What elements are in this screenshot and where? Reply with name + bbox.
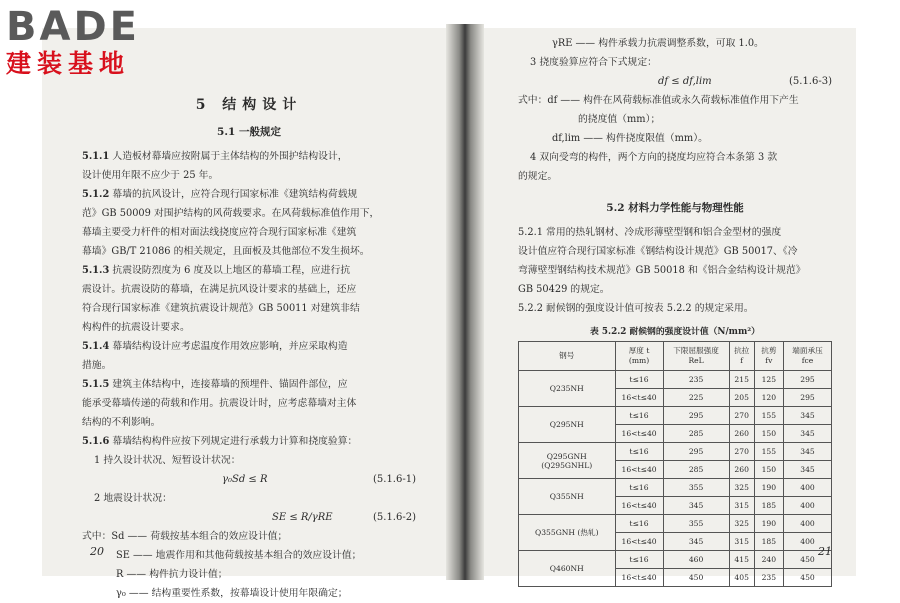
table-cell: 405 — [729, 569, 754, 587]
table-cell: t≤16 — [615, 443, 663, 461]
formula-5-1-6-1 — [82, 470, 416, 489]
clause-text: 幕墙结构构件应按下列规定进行承载力计算和挠度验算： — [112, 436, 358, 447]
table-row — [519, 515, 832, 533]
clause-text: 幕墙主要受力杆件的相对面法线挠度应符合现行国家标准《建筑 — [82, 227, 357, 238]
table-cell: 16<t≤40 — [615, 461, 663, 479]
table-row — [519, 371, 832, 389]
grade-cell: Q355GNH (热轧) — [519, 515, 616, 551]
clause-line — [82, 337, 416, 356]
table-cell: 190 — [754, 479, 783, 497]
table-cell: 400 — [783, 533, 831, 551]
formula-expression: γ₀Sd ≤ R — [222, 474, 268, 485]
table-cell: t≤16 — [615, 479, 663, 497]
formula-5-1-6-3 — [518, 72, 832, 91]
table-cell: 235 — [754, 569, 783, 587]
clause-line — [82, 147, 416, 166]
clause-line — [82, 356, 416, 375]
table-cell: 400 — [783, 479, 831, 497]
grade-cell: Q235NH — [519, 371, 616, 407]
logo-subtitle: 建装基地 — [6, 49, 131, 78]
clause-text: 幕墙的抗风设计，应符合现行国家标准《建筑结构荷载规 — [112, 189, 358, 200]
clause-number: 5.1.6 — [82, 436, 110, 447]
grade-cell: Q355NH — [519, 479, 616, 515]
formula-number: (5.1.6-1) — [373, 474, 416, 485]
table-cell: 345 — [663, 533, 729, 551]
formula-expression: df ≤ df,lim — [658, 76, 712, 87]
page-number-right: 21 — [818, 545, 832, 558]
table-cell: 185 — [754, 533, 783, 551]
table-cell: 155 — [754, 443, 783, 461]
clause-text: 符合现行国家标准《建筑抗震设计规范》GB 50011 对建筑非结 — [82, 303, 360, 314]
definition-sd: 式中：Sd —— 荷载按基本组合的效应设计值； — [82, 531, 288, 542]
clause-line — [82, 318, 416, 337]
clause-text: 范》GB 50009 对围护结构的风荷载要求。在风荷载标准值作用下， — [82, 208, 380, 219]
item-4-cont: 的规定。 — [518, 171, 558, 182]
clause-5-2-1-l4: GB 50429 的规定。 — [518, 284, 610, 295]
table-cell: 355 — [663, 515, 729, 533]
table-cell: 345 — [783, 425, 831, 443]
clause-text: 震设计。抗震设防的幕墙，在满足抗风设计要求的基础上，还应 — [82, 284, 357, 295]
table-cell: 325 — [729, 515, 754, 533]
table-cell: 150 — [754, 425, 783, 443]
clause-number: 5.1.3 — [82, 265, 110, 276]
clause-text: 人造板材幕墙应按附属于主体结构的外围护结构设计， — [112, 151, 348, 162]
table-cell: 285 — [663, 425, 729, 443]
header-tension: 抗拉 f — [729, 342, 754, 371]
clause-line — [82, 204, 416, 223]
table-cell: 215 — [729, 371, 754, 389]
clause-text: 构构件的抗震设计要求。 — [82, 322, 190, 333]
clause-number: 5.1.5 — [82, 379, 110, 390]
definition-gamma-re: γRE —— 构件承载力抗震调整系数，可取 1.0。 — [552, 38, 764, 49]
clause-text: 结构的不利影响。 — [82, 417, 161, 428]
header-shear: 抗剪 fv — [754, 342, 783, 371]
table-cell: 125 — [754, 371, 783, 389]
grade-cell: Q460NH — [519, 551, 616, 587]
table-cell: 285 — [663, 461, 729, 479]
page-number-left: 20 — [90, 545, 104, 558]
table-cell: 295 — [783, 389, 831, 407]
table-cell: t≤16 — [615, 551, 663, 569]
item-1: 1 持久设计状况、短暂设计状况： — [94, 455, 241, 466]
section-title-5-1: 5.1 一般规定 — [217, 126, 281, 138]
table-cell: 415 — [729, 551, 754, 569]
table-header-row — [519, 342, 832, 371]
table-cell: 270 — [729, 443, 754, 461]
table-cell: 16<t≤40 — [615, 533, 663, 551]
formula-5-1-6-2 — [82, 508, 416, 527]
header-grade: 钢号 — [519, 342, 616, 371]
clause-line — [82, 299, 416, 318]
clause-text: 措施。 — [82, 360, 112, 371]
item-4: 4 双向受弯的构件，两个方向的挠度均应符合本条第 3 款 — [530, 152, 778, 163]
table-cell: 260 — [729, 425, 754, 443]
table-cell: 270 — [729, 407, 754, 425]
table-cell: 16<t≤40 — [615, 425, 663, 443]
strength-table — [518, 341, 832, 587]
table-cell: 120 — [754, 389, 783, 407]
clause-number: 5.1.1 — [82, 151, 110, 162]
table-cell: 235 — [663, 371, 729, 389]
clause-line — [82, 394, 416, 413]
table-cell: 345 — [783, 443, 831, 461]
definition-r: R —— 构件抗力设计值； — [116, 569, 228, 580]
clause-text: 设计使用年限不应少于 25 年。 — [82, 170, 219, 181]
table-cell: 355 — [663, 479, 729, 497]
table-cell: 16<t≤40 — [615, 389, 663, 407]
clause-list — [82, 147, 416, 451]
formula-number: (5.1.6-3) — [789, 76, 832, 87]
clause-text: 幕墙结构设计应考虑温度作用效应影响，并应采取构造 — [112, 341, 348, 352]
definition-df-cont: 的挠度值（mm）； — [578, 114, 661, 125]
clause-line — [82, 413, 416, 432]
clause-line — [82, 223, 416, 242]
grade-cell: Q295NH — [519, 407, 616, 443]
table-cell: t≤16 — [615, 407, 663, 425]
clause-line — [82, 166, 416, 185]
table-cell: 155 — [754, 407, 783, 425]
table-cell: 185 — [754, 497, 783, 515]
table-cell: 260 — [729, 461, 754, 479]
chapter-title: 5 结构设计 — [195, 97, 303, 113]
clause-number: 5.1.4 — [82, 341, 110, 352]
table-cell: t≤16 — [615, 515, 663, 533]
clause-5-2-1-l2: 设计值应符合现行国家标准《钢结构设计规范》GB 50017、《冷 — [518, 246, 798, 257]
clause-number: 5.1.2 — [82, 189, 110, 200]
table-caption: 表 5.2.2 耐候钢的强度设计值（N/mm²） — [590, 327, 760, 337]
clause-line — [82, 242, 416, 261]
table-cell: 16<t≤40 — [615, 497, 663, 515]
table-row — [519, 443, 832, 461]
formula-number: (5.1.6-2) — [373, 512, 416, 523]
header-thickness: 厚度 t (mm) — [615, 342, 663, 371]
definition-dflim: df,lim —— 构件挠度限值（mm）。 — [552, 133, 708, 144]
clause-5-2-1-l3: 弯薄壁型钢结构技术规范》GB 50018 和《铝合金结构设计规范》 — [518, 265, 806, 276]
table-cell: 315 — [729, 497, 754, 515]
right-page — [484, 28, 856, 582]
left-page — [42, 28, 446, 599]
table-cell: 295 — [783, 371, 831, 389]
clause-line — [82, 280, 416, 299]
table-row — [519, 479, 832, 497]
formula-expression: SE ≤ R/γRE — [272, 512, 333, 523]
clause-line — [82, 432, 416, 451]
table-cell: 325 — [729, 479, 754, 497]
table-cell: 460 — [663, 551, 729, 569]
logo-wordmark: BADE — [6, 4, 140, 50]
table-cell: 345 — [783, 461, 831, 479]
table-cell: 400 — [783, 515, 831, 533]
header-bearing: 端面承压 fce — [783, 342, 831, 371]
table-cell: t≤16 — [615, 371, 663, 389]
table-cell: 345 — [663, 497, 729, 515]
clause-text: 能承受幕墙传递的荷载和作用。抗震设计时，应考虑幕墙对主体 — [82, 398, 357, 409]
clause-line — [82, 185, 416, 204]
definition-df: 式中：df —— 构件在风荷载标准值或永久荷载标准值作用下产生 — [518, 95, 799, 106]
header-yield: 下限屈服强度 ReL — [663, 342, 729, 371]
table-cell: 240 — [754, 551, 783, 569]
section-title-5-2: 5.2 材料力学性能与物理性能 — [606, 202, 744, 214]
clause-5-2-1-l1: 5.2.1 常用的热轧钢材、冷成形薄壁型钢和铝合金型材的强度 — [518, 227, 782, 238]
clause-text: 抗震设防烈度为 6 度及以上地区的幕墙工程，应进行抗 — [112, 265, 351, 276]
clause-text: 幕墙》GB/T 21086 的相关规定，且面板及其他部位不发生损坏。 — [82, 246, 370, 257]
table-cell: 400 — [783, 497, 831, 515]
table-cell: 16<t≤40 — [615, 569, 663, 587]
table-cell: 150 — [754, 461, 783, 479]
table-row — [519, 551, 832, 569]
table-cell: 450 — [783, 569, 831, 587]
item-3: 3 挠度验算应符合下式规定： — [530, 57, 657, 68]
definition-gamma0: γ₀ —— 结构重要性系数，按幕墙设计使用年限确定； — [116, 588, 348, 599]
clause-5-2-2: 5.2.2 耐候钢的强度设计值可按表 5.2.2 的规定采用。 — [518, 303, 754, 314]
item-2: 2 地震设计状况： — [94, 493, 172, 504]
clause-line — [82, 375, 416, 394]
table-cell: 295 — [663, 407, 729, 425]
table-cell: 315 — [729, 533, 754, 551]
brand-logo — [6, 6, 176, 78]
definition-se: SE —— 地震作用和其他荷载按基本组合的效应设计值； — [116, 550, 362, 561]
table-cell: 450 — [783, 551, 831, 569]
table-row — [519, 407, 832, 425]
grade-cell: Q295GNH (Q295GNHL) — [519, 443, 616, 479]
table-cell: 190 — [754, 515, 783, 533]
table-cell: 345 — [783, 407, 831, 425]
table-cell: 205 — [729, 389, 754, 407]
clause-text: 建筑主体结构中，连接幕墙的预埋件、锚固件部位，应 — [112, 379, 348, 390]
table-cell: 450 — [663, 569, 729, 587]
book-gutter — [446, 24, 484, 580]
clause-line — [82, 261, 416, 280]
table-cell: 295 — [663, 443, 729, 461]
table-cell: 225 — [663, 389, 729, 407]
